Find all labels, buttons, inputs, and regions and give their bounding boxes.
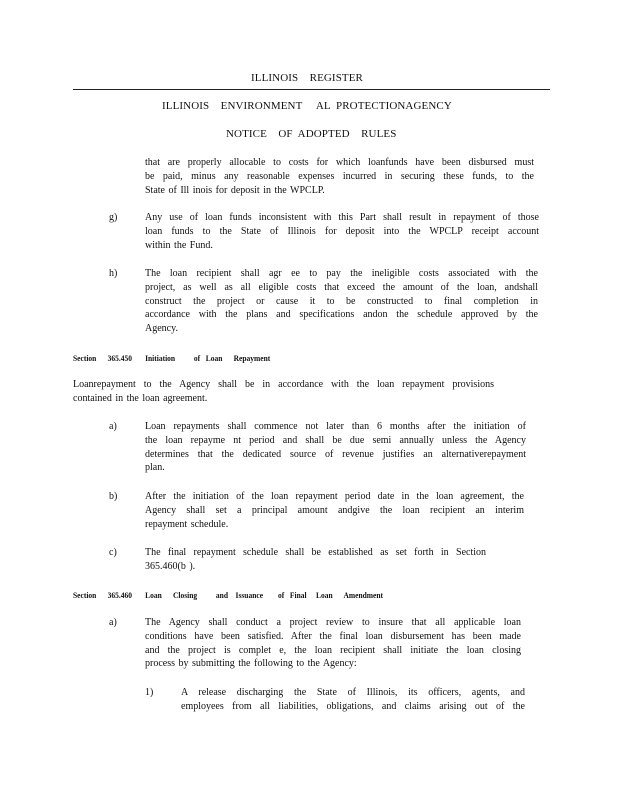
section-460-item-a [145, 616, 521, 671]
item-label-a: a) [109, 617, 117, 628]
paragraph-line: After the initiation of the loan repayment period date in the loan agreement, the [145, 491, 524, 502]
item-label-a: a) [109, 421, 117, 432]
paragraph-line: loan funds to the State of Illinois for deposit into the WPCLP receipt account [145, 225, 539, 237]
paragraph-line: the loan repayme nt period and shall be due semi annually unless the Agency [145, 434, 526, 446]
item-label-g: g) [109, 212, 118, 223]
item-h-paragraph [145, 267, 538, 336]
paragraph-line: A release discharging the State of Illinois, its officers, agents, and [181, 687, 525, 698]
paragraph-line: that are properly allocable to costs for which loanfunds have been disbursed must [145, 157, 534, 168]
item-label-c: c) [109, 547, 117, 558]
paragraph-line: Agency shall set a principal amount andgive the loan recipient an interim [145, 504, 524, 516]
paragraph-line: and the project is complet e, the loan recipient shall initiate the loan closing [145, 644, 521, 656]
paragraph-line: Loan repayments shall commence not later than 6 months after the initiation of [145, 421, 526, 432]
paragraph-line: The final repayment schedule shall be established as set forth in Section [145, 547, 486, 558]
paragraph-line: Agency. [145, 323, 178, 335]
section-450-intro [73, 378, 494, 406]
item-label-h: h) [109, 268, 118, 279]
register-title: ILLINOIS REGISTER [251, 72, 363, 84]
paragraph-line: accordance with the plans and specifications andon the schedule approved by the [145, 309, 538, 321]
intro-paragraph [145, 156, 534, 197]
paragraph-line: construct the project or cause it to be constructed to final completion in [145, 295, 538, 307]
paragraph-line: conditions have been satisfied. After the final loan disbursement has been made [145, 630, 521, 642]
paragraph-line: Loanrepayment to the Agency shall be in accordance with the loan repayment provisions [73, 379, 494, 390]
paragraph-line: employees from all liabilities, obligations, and claims arising out of the [181, 700, 525, 712]
paragraph-line: contained in the loan agreement. [73, 392, 208, 404]
notice-title: NOTICE OF ADOPTED RULES [226, 128, 397, 140]
paragraph-line: be paid, minus any reasonable expenses incurred in securing these funds, to the [145, 170, 534, 182]
paragraph-line: The Agency shall conduct a project review to insure that all applicable loan [145, 617, 521, 628]
section-460-item-1 [181, 686, 525, 714]
section-450-item-b [145, 490, 524, 531]
agency-title: ILLINOIS ENVIRONMENT AL PROTECTIONAGENCY [162, 100, 452, 112]
item-label-b: b) [109, 491, 118, 502]
item-label-1: 1) [145, 687, 154, 698]
paragraph-line: within the Fund. [145, 239, 213, 251]
section-450-item-c [145, 546, 486, 574]
paragraph-line: process by submitting the following to the Agency: [145, 658, 357, 670]
section-heading-365-460: Section 365.460 Loan Closing and Issuance of Final Loan Amendment [73, 590, 384, 601]
paragraph-line: project, as well as all eligible costs that exceed the amount of the loan, andshall [145, 281, 538, 293]
paragraph-line: Any use of loan funds inconsistent with this Part shall result in repayment of those [145, 212, 539, 223]
item-g-paragraph [145, 211, 539, 252]
section-heading-365-450: Section 365.450 Initiation of Loan Repayment [73, 353, 271, 364]
paragraph-line: determines that the dedicated source of revenue justifies an alternativerepayment [145, 448, 526, 460]
header-rule [73, 89, 550, 90]
section-450-item-a [145, 420, 526, 475]
paragraph-line: plan. [145, 462, 165, 474]
paragraph-line: State of Ill inois for deposit in the WPCLP. [145, 184, 325, 196]
paragraph-line: The loan recipient shall agr ee to pay the ineligible costs associated with the [145, 268, 538, 279]
paragraph-line: 365.460(b ). [145, 560, 196, 572]
paragraph-line: repayment schedule. [145, 518, 229, 530]
